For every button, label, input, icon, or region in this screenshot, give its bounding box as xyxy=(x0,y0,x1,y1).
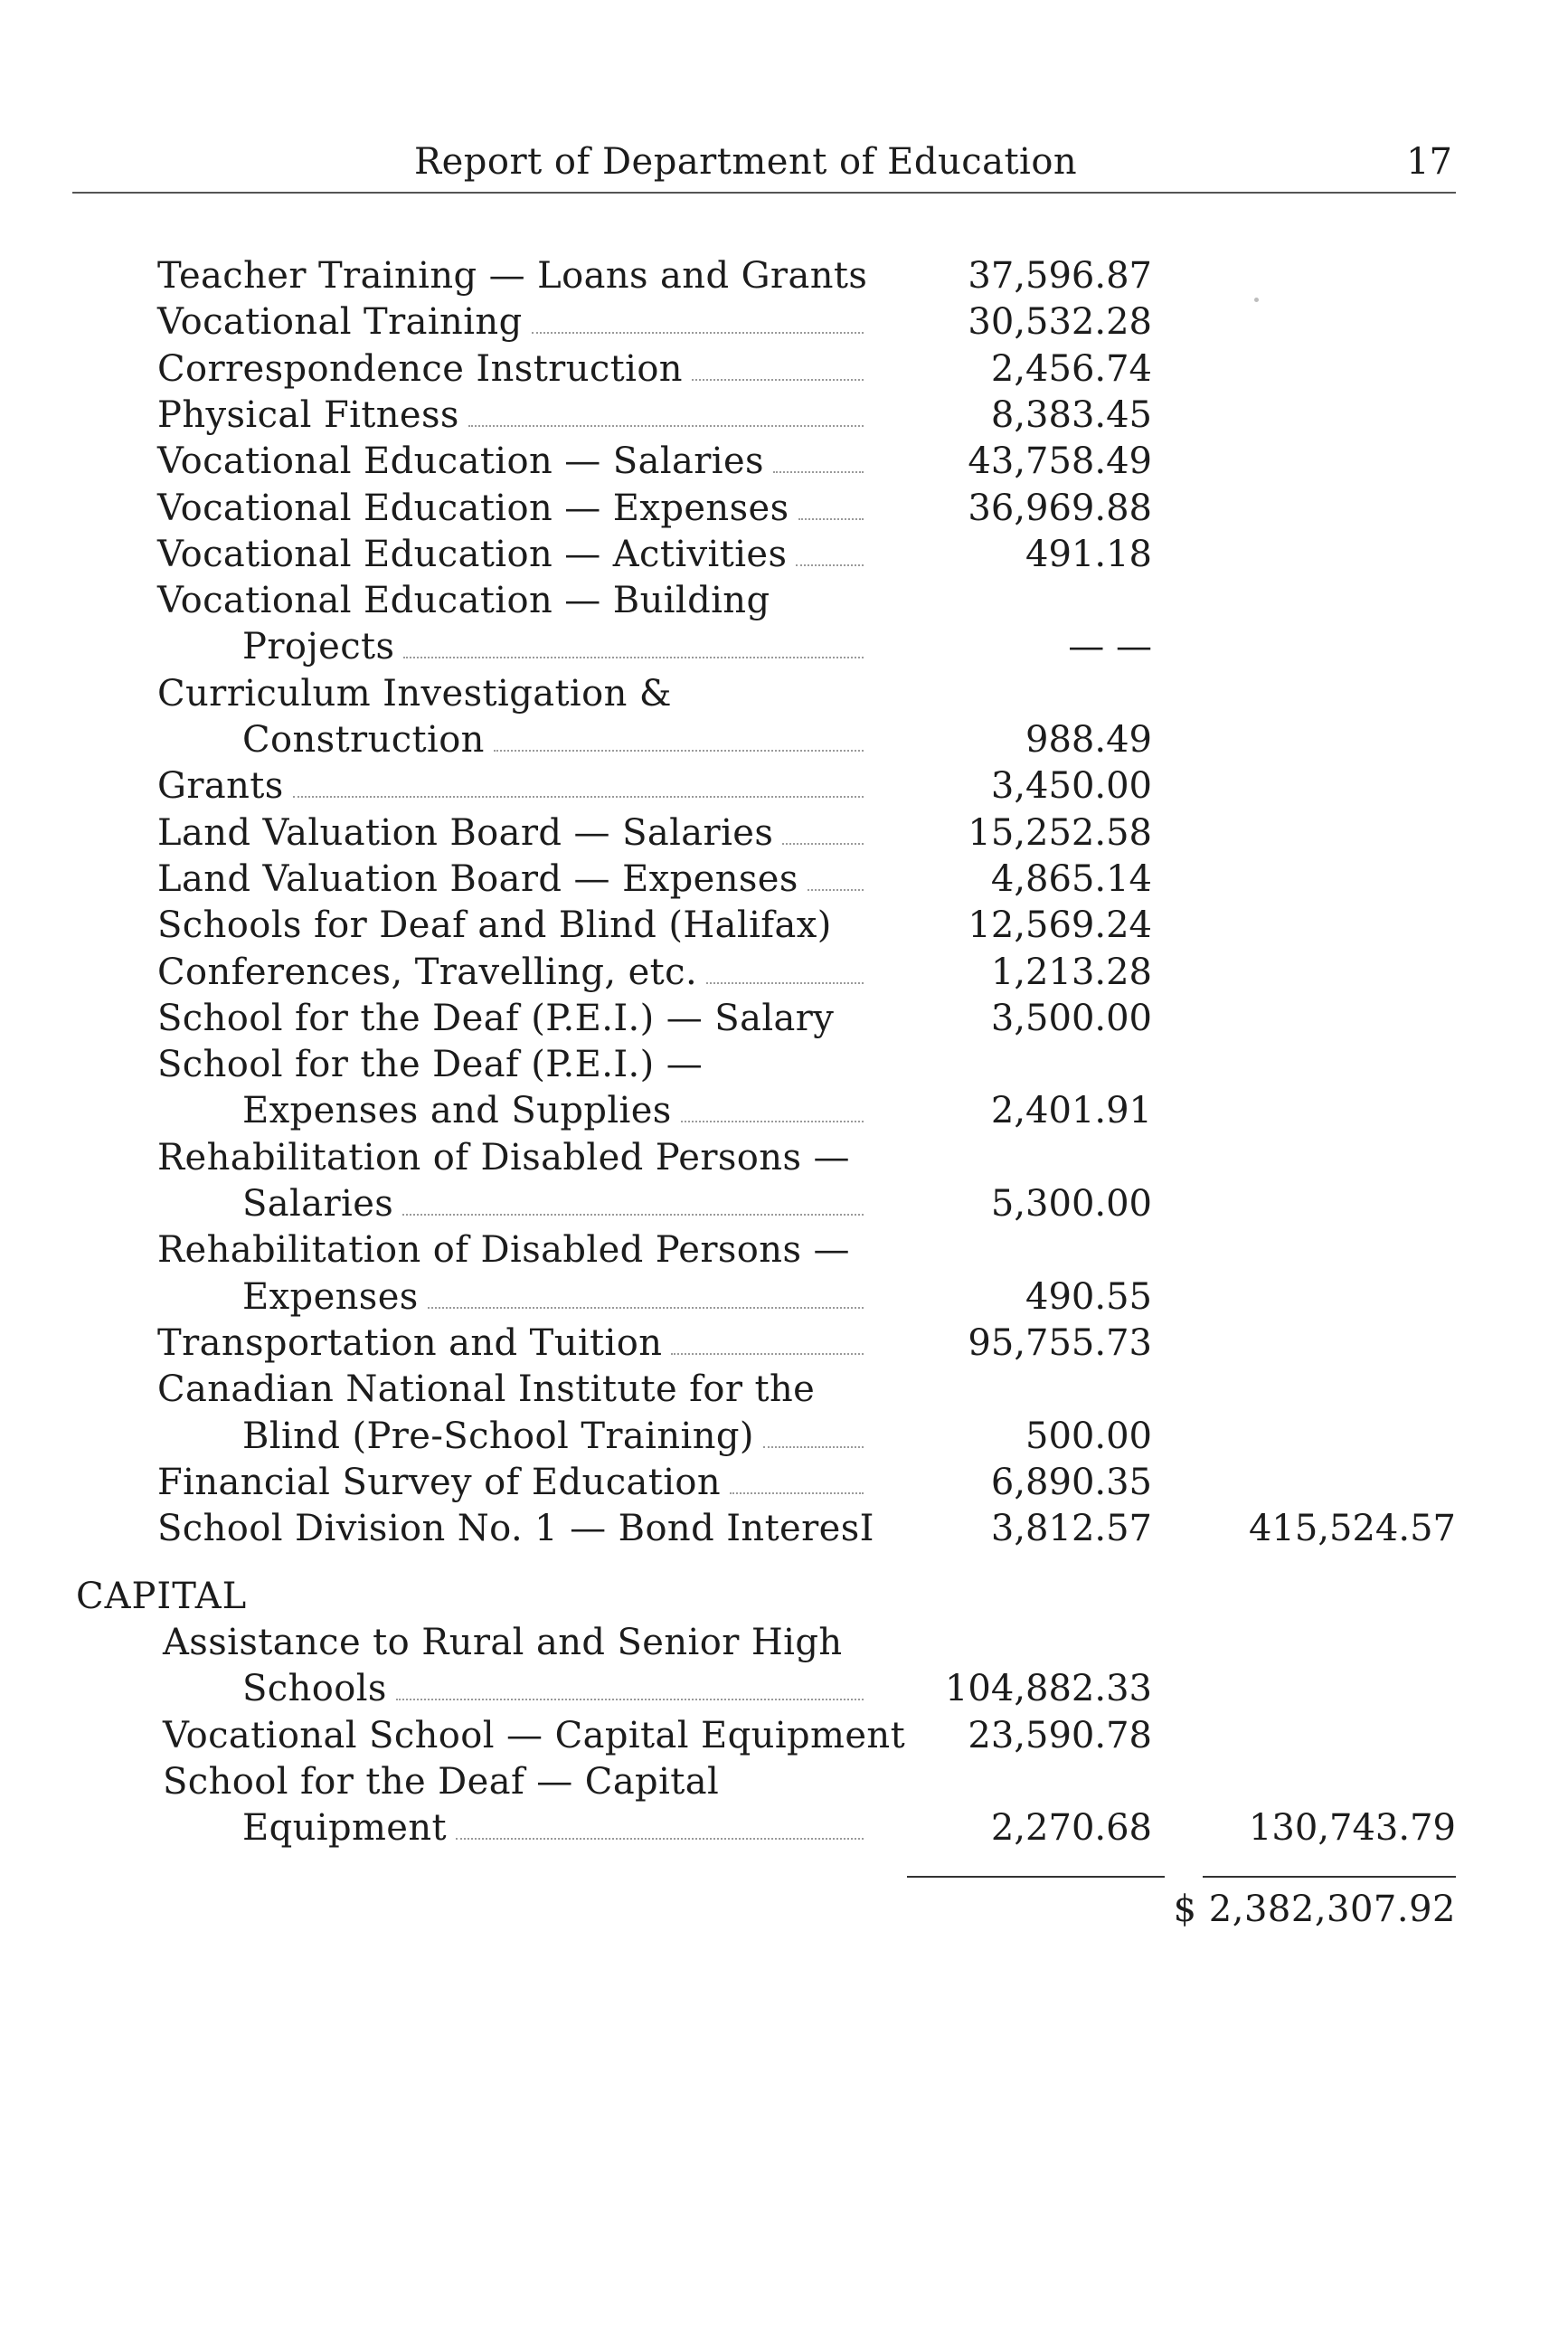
table-row xyxy=(0,1227,1568,1273)
row-label-text: Teacher Training — Loans and Grants xyxy=(157,255,868,297)
table-row xyxy=(0,717,1568,763)
table-row xyxy=(0,253,1568,299)
grand-total: $ 2,382,307.92 xyxy=(1173,1889,1456,1930)
row-label xyxy=(157,1227,850,1273)
table-row xyxy=(0,1135,1568,1181)
row-label-text: Equipment xyxy=(242,1807,448,1850)
dot-leader xyxy=(428,1280,864,1309)
row-amount: 3,450.00 xyxy=(990,765,1152,808)
row-label xyxy=(163,1713,905,1759)
table-row xyxy=(0,903,1568,949)
row-label xyxy=(163,1620,842,1666)
section-total: 415,524.57 xyxy=(1248,1508,1456,1550)
row-amount: 43,758.49 xyxy=(968,440,1152,483)
row-label xyxy=(157,439,864,485)
row-label-text: Vocational Education — Building xyxy=(157,580,770,622)
row-label-text: School for the Deaf — Capital xyxy=(163,1760,720,1803)
row-amount: 6,890.35 xyxy=(990,1461,1152,1503)
row-label-text: Correspondence Instruction xyxy=(157,347,683,390)
table-row xyxy=(0,763,1568,809)
row-label-text: Vocational Education — Expenses xyxy=(157,487,789,529)
row-label-text: Curriculum Investigation & xyxy=(157,672,672,715)
row-label-text: Construction xyxy=(242,719,485,761)
row-label-text: Vocational Training xyxy=(157,301,523,344)
table-row xyxy=(0,1713,1568,1759)
row-label xyxy=(157,903,832,949)
row-label-text: Vocational Education — Salaries xyxy=(157,440,764,483)
row-amount: 23,590.78 xyxy=(968,1714,1152,1756)
row-label xyxy=(157,950,864,996)
row-label-text: Assistance to Rural and Senior High xyxy=(163,1622,843,1663)
table-row xyxy=(0,1181,1568,1227)
row-label xyxy=(157,299,864,346)
row-amount: 4,865.14 xyxy=(990,857,1152,900)
row-amount: 1,213.28 xyxy=(990,951,1152,993)
row-label-text: Projects xyxy=(242,626,395,668)
row-label xyxy=(242,1414,864,1460)
table-row xyxy=(0,578,1568,624)
row-label-text: Vocational Education — Activities xyxy=(157,533,788,575)
page-header xyxy=(72,136,1456,194)
row-amount: 37,596.87 xyxy=(968,255,1152,297)
table-row xyxy=(0,1274,1568,1321)
row-label-text: School Division No. 1 — Bond InteresI xyxy=(157,1508,874,1550)
section-total: 130,743.79 xyxy=(1248,1807,1456,1850)
row-label xyxy=(157,810,864,857)
dot-leader xyxy=(773,444,864,473)
row-label-text: Salaries xyxy=(242,1183,394,1225)
row-amount: 2,456.74 xyxy=(990,347,1152,390)
table-row xyxy=(0,1460,1568,1506)
row-label-text: Rehabilitation of Disabled Persons — xyxy=(157,1136,850,1179)
dot-leader xyxy=(293,769,864,798)
row-amount: 30,532.28 xyxy=(968,301,1152,344)
row-label-text: Grants xyxy=(157,765,284,808)
row-amount: 491.18 xyxy=(1025,533,1152,575)
table-row xyxy=(0,439,1568,485)
table-row xyxy=(0,1805,1568,1851)
row-label xyxy=(242,1088,864,1134)
table-row xyxy=(0,393,1568,439)
row-label xyxy=(157,996,834,1042)
dot-leader xyxy=(808,862,864,891)
row-amount: 500.00 xyxy=(1025,1415,1152,1457)
row-label-text: School for the Deaf (P.E.I.) — xyxy=(157,1044,704,1086)
row-amount: 95,755.73 xyxy=(968,1321,1152,1364)
row-label xyxy=(157,1367,815,1413)
row-label-text: Land Valuation Board — Salaries xyxy=(157,811,774,854)
row-label xyxy=(157,1042,703,1088)
row-label-text: Expenses xyxy=(242,1275,419,1318)
row-amount: 2,401.91 xyxy=(990,1090,1152,1132)
row-amount: 3,812.57 xyxy=(990,1508,1152,1550)
row-amount: 104,882.33 xyxy=(944,1668,1152,1710)
table-row xyxy=(0,671,1568,717)
table-row xyxy=(0,1414,1568,1460)
dot-leader xyxy=(798,491,864,520)
row-label xyxy=(157,1321,864,1367)
row-label-text: Schools for Deaf and Blind (Halifax) xyxy=(157,904,832,947)
row-amount: 988.49 xyxy=(1025,719,1152,761)
row-label xyxy=(157,763,864,809)
dot-leader xyxy=(671,1326,864,1355)
table-row xyxy=(0,810,1568,857)
row-label-text: Canadian National Institute for the xyxy=(157,1368,816,1411)
row-amount: 490.55 xyxy=(1025,1275,1152,1318)
table-row xyxy=(0,346,1568,393)
row-label-text: Transportation and Tuition xyxy=(157,1321,663,1364)
row-label xyxy=(157,346,864,393)
dot-leader xyxy=(403,630,864,658)
row-label-text: Conferences, Travelling, etc. xyxy=(157,951,698,993)
dot-leader xyxy=(681,1093,864,1122)
row-label xyxy=(157,1135,850,1181)
row-label xyxy=(242,717,864,763)
table-row xyxy=(0,996,1568,1042)
table-row xyxy=(0,1506,1568,1552)
row-amount: 15,252.58 xyxy=(968,811,1152,854)
row-label xyxy=(157,578,770,624)
row-label xyxy=(157,1506,874,1552)
table-row xyxy=(0,299,1568,346)
row-label-text: Blind (Pre-School Training) xyxy=(242,1415,754,1457)
subtotal-rule-col2 xyxy=(1203,1876,1456,1878)
table-row xyxy=(0,1088,1568,1134)
row-label-text: Schools xyxy=(242,1668,387,1710)
row-amount: 36,969.88 xyxy=(968,487,1152,529)
row-label-text: Rehabilitation of Disabled Persons — xyxy=(157,1229,850,1272)
dot-leader xyxy=(468,398,864,427)
row-label xyxy=(242,1805,864,1851)
table-row xyxy=(0,1620,1568,1666)
row-label-text: School for the Deaf (P.E.I.) — Salary xyxy=(157,997,835,1039)
table-row xyxy=(0,1666,1568,1712)
row-amount: 5,300.00 xyxy=(990,1183,1152,1225)
table-row xyxy=(0,1367,1568,1413)
row-label xyxy=(157,857,864,903)
page-title: Report of Department of Education xyxy=(414,141,1078,183)
row-label-text: Expenses and Supplies xyxy=(242,1090,672,1132)
row-label-text: Financial Survey of Education xyxy=(157,1461,722,1503)
row-label xyxy=(157,486,864,532)
dot-leader xyxy=(796,537,864,566)
row-amount: 12,569.24 xyxy=(968,904,1152,947)
row-amount: 2,270.68 xyxy=(990,1807,1152,1850)
dot-leader xyxy=(456,1811,864,1840)
table-row xyxy=(0,1759,1568,1805)
row-label xyxy=(157,253,867,299)
row-label xyxy=(242,1666,864,1712)
row-label xyxy=(157,1460,864,1506)
row-label xyxy=(242,624,864,670)
row-label xyxy=(163,1759,719,1805)
table-row xyxy=(0,1321,1568,1367)
capital-heading: CAPITAL xyxy=(76,1576,248,1617)
subtotal-rule-col1 xyxy=(907,1876,1165,1878)
row-label-text: Land Valuation Board — Expenses xyxy=(157,857,798,900)
row-label xyxy=(157,671,672,717)
table-row xyxy=(0,950,1568,996)
table-row xyxy=(0,624,1568,670)
dot-leader xyxy=(763,1419,864,1448)
dot-leader xyxy=(782,816,864,845)
row-amount: — — xyxy=(1068,626,1152,668)
table-row xyxy=(0,1042,1568,1088)
page-number: 17 xyxy=(1406,141,1452,183)
row-amount: 3,500.00 xyxy=(990,997,1152,1039)
row-label xyxy=(157,393,864,439)
row-label xyxy=(157,532,864,578)
table-row xyxy=(0,486,1568,532)
dot-leader xyxy=(494,723,864,752)
table-row xyxy=(0,857,1568,903)
row-label xyxy=(242,1181,864,1227)
row-label xyxy=(242,1274,864,1321)
dot-leader xyxy=(396,1671,864,1700)
row-label-text: Vocational School — Capital Equipment xyxy=(163,1714,906,1756)
row-label-text: Physical Fitness xyxy=(157,393,459,436)
dot-leader xyxy=(730,1465,864,1494)
table-row xyxy=(0,532,1568,578)
dot-leader xyxy=(706,955,864,984)
dot-leader xyxy=(402,1187,864,1216)
row-amount: 8,383.45 xyxy=(990,393,1152,436)
dot-leader xyxy=(692,352,864,381)
dot-leader xyxy=(532,305,864,334)
